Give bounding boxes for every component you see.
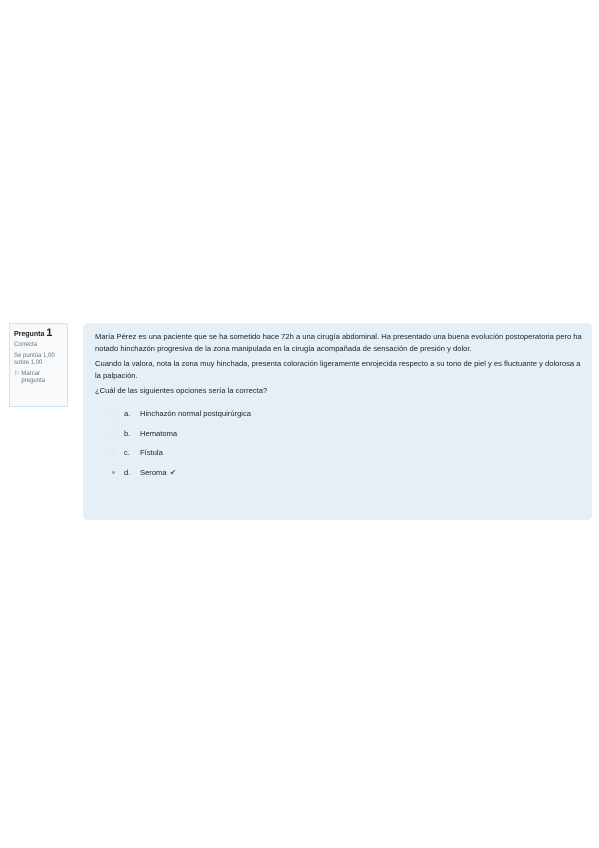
answer-option-c[interactable] (95, 447, 582, 459)
radio-button-selected[interactable] (112, 471, 115, 474)
question-state: Correcta (14, 342, 38, 348)
answer-letter: d. (124, 467, 131, 477)
answer-option-b[interactable] (95, 428, 582, 440)
answer-list (95, 408, 582, 479)
question-text-paragraph: Cuando la valora, nota la zona muy hinchada, presenta coloración ligeramente enrojecida respecto a su tono de piel y es fluctuante y dolorosa a la palpación. (95, 359, 581, 380)
answer-option-a[interactable] (95, 408, 582, 420)
answer-text: Hinchazón normal postquirúrgica (140, 409, 252, 418)
radio-button[interactable] (111, 412, 116, 417)
radio-button[interactable] (111, 431, 116, 436)
answer-letter: c. (124, 448, 130, 457)
question-number: 1 (46, 327, 53, 339)
flag-question-link[interactable] (14, 371, 63, 386)
question-header (14, 327, 63, 341)
answer-text: Seroma (140, 467, 167, 477)
flag-icon: ⚐ (14, 370, 20, 377)
answer-letter: a. (124, 409, 131, 418)
question-text-paragraph: María Pérez es una paciente que se ha sometido hace 72h a una cirugía abdominal. Ha presentado una buena evolución postoperatoria pero ha notado hinchazón progresiva de la zona manipulada en la cirugía acompañada de sensación de presión y dolor. (95, 332, 582, 353)
question-label: Pregunta (14, 331, 45, 338)
question-info (9, 323, 68, 407)
check-icon: ✔ (169, 467, 177, 477)
answer-text: Hematoma (140, 428, 178, 438)
question-prompt: ¿Cuál de las siguientes opciones sería la correcta? (95, 386, 268, 395)
answer-letter: b. (124, 428, 131, 438)
question-grade: Se puntúa 1,00 sobre 1,00 (14, 352, 55, 366)
answer-text: Fístula (140, 448, 163, 457)
flag-question-label: Marcar pregunta (21, 370, 46, 384)
question-content (83, 323, 592, 520)
answer-option-d[interactable] (95, 467, 582, 479)
radio-button[interactable] (111, 451, 116, 456)
